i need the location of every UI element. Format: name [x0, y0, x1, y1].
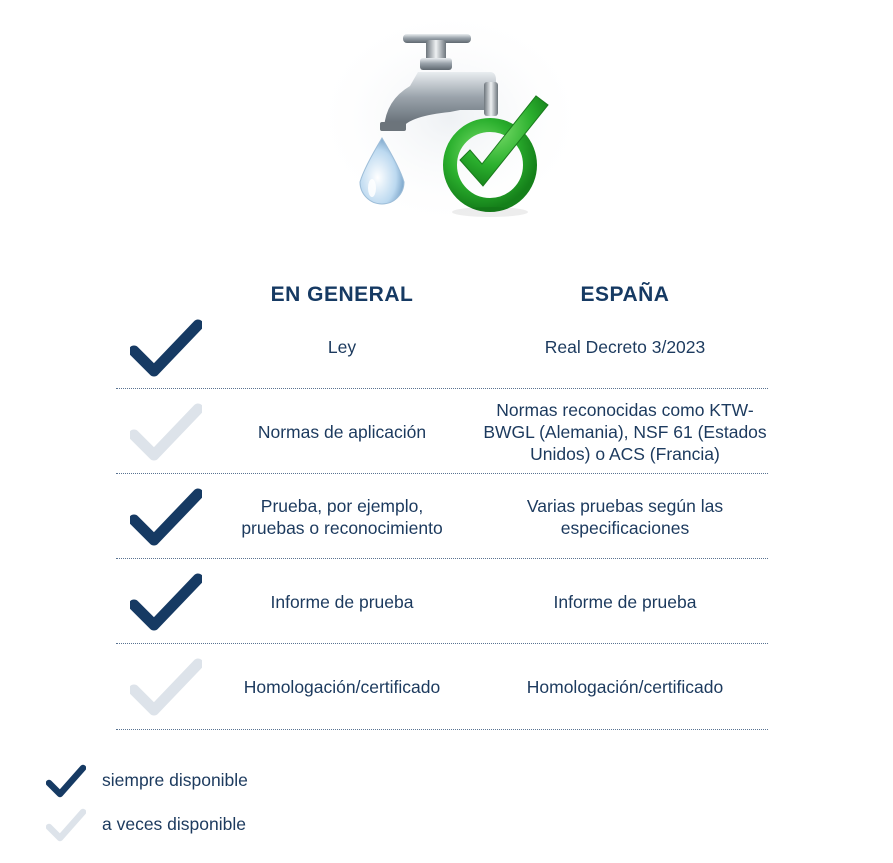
check-icon — [130, 319, 202, 377]
table-row — [116, 389, 768, 474]
spain-cell: Real Decreto 3/2023 — [544, 337, 706, 357]
check-icon — [130, 488, 202, 546]
general-cell: Homologación/certificado — [243, 677, 441, 697]
spain-cell: Normas reconocidas como KTW-BWGL (Alemania), NSF 61 (Estados Unidos) o ACS (Francia) — [483, 399, 767, 464]
table-row — [116, 644, 768, 730]
check-icon — [130, 573, 202, 631]
hero-illustration — [300, 0, 600, 240]
general-cell: Prueba, por ejemplo, pruebas o reconocimiento — [241, 495, 443, 538]
check-icon — [46, 764, 86, 798]
spain-cell: Varias pruebas según las especificaciones — [526, 495, 724, 538]
legend-sometimes-label: a veces disponible — [102, 814, 246, 834]
legend-always — [46, 764, 446, 798]
table-row — [116, 474, 768, 559]
general-cell: Normas de aplicación — [257, 421, 427, 442]
table-row — [116, 559, 768, 644]
legend-sometimes — [46, 808, 446, 842]
light-check-icon — [130, 658, 202, 716]
spain-cell: Homologación/certificado — [526, 677, 724, 697]
spain-cell: Informe de prueba — [553, 591, 697, 612]
light-check-icon — [46, 808, 86, 842]
legend-always-label: siempre disponible — [102, 770, 248, 790]
column-header-general: EN GENERAL — [270, 283, 414, 306]
row-divider — [116, 729, 768, 730]
general-cell: Informe de prueba — [270, 591, 414, 612]
table-row — [116, 305, 768, 389]
light-check-icon — [130, 403, 202, 461]
general-cell: Ley — [327, 337, 357, 357]
column-header-spain: ESPAÑA — [580, 283, 670, 306]
